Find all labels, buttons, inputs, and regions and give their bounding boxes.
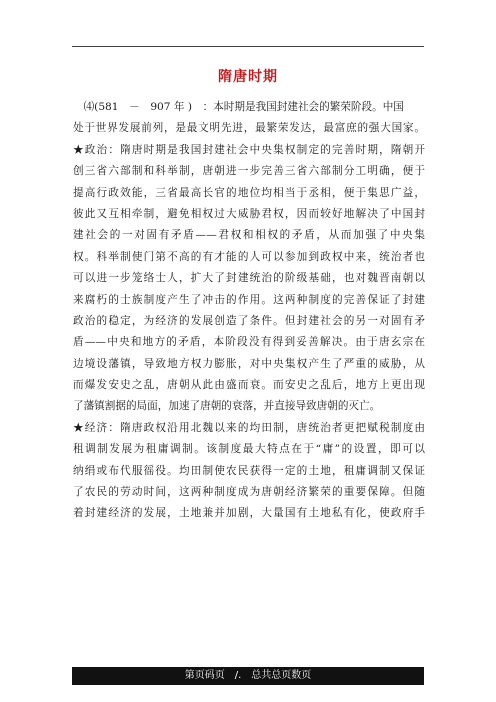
text-line: ⑷(581 － 907 年 ) ：本时期是我国封建社会的繁荣阶段。中国 <box>73 101 404 113</box>
text-line: 处于世界发展前列，是最文明先进，最繁荣发达，最富庶的强大国家。 <box>73 122 425 135</box>
text-line: ★政治：隋唐时期是我国封建社会中央集权制定的完善时期，隋朝开 <box>73 143 425 156</box>
text-line: 彼此又互相牵制，避免相权过大威胁君权，因而较好地解决了中国封 <box>73 207 425 220</box>
text-line: 租调制发展为租庸调制。该制度最大特点在于“庸”的设置，即可以 <box>73 443 425 456</box>
text-line: 政治的稳定，为经济的发展创造了条件。但封建社会的另一对固有矛 <box>73 314 425 327</box>
text-line: 了农民的劳动时间，这两种制度成为唐朝经济繁荣的重要保障。但随 <box>73 486 425 499</box>
text-line: 创三省六部制和科举制，唐朝进一步完善三省六部制分工明确，便于 <box>73 165 425 178</box>
page-footer: 第页码页 /. 总共总页数页 <box>72 667 424 685</box>
text-line: ★经济：隋唐政权沿用北魏以来的均田制，唐统治者更把赋税制度由 <box>73 421 425 434</box>
header-rule <box>72 46 424 47</box>
text-line: 权。科举制使门第不高的有才能的人可以参加到政权中来，统治者也 <box>73 250 425 263</box>
text-line: 建社会的一对固有矛盾——君权和相权的矛盾，从而加强了中央集 <box>73 229 425 242</box>
text-line: 提高行政效能，三省最高长官的地位均相当于丞相，便于集思广益， <box>73 186 425 199</box>
text-line: 纳绢或布代服徭役。均田制使农民获得一定的土地，租庸调制又保证 <box>73 464 425 477</box>
text-line: 盾——中央和地方的矛盾，本阶段没有得到妥善解决。由于唐玄宗在 <box>73 336 425 349</box>
body-text <box>73 97 425 525</box>
text-line: 而爆发安史之乱，唐朝从此由盛而衰。而安史之乱后，地方上更出现 <box>73 379 425 392</box>
text-line: 来腐朽的士族制度产生了冲击的作用。这两种制度的完善保证了封建 <box>73 293 425 306</box>
text-line: 可以进一步笼络士人，扩大了封建统治的阶级基础，也对魏晋南朝以 <box>73 272 425 285</box>
page-title: 隋唐时期 <box>218 69 278 85</box>
text-line: 边境设藩镇，导致地方权力膨胀，对中央集权产生了严重的威胁，从 <box>73 357 425 370</box>
text-line: 着封建经济的发展，土地兼并加剧，大量国有土地私有化，使政府手 <box>73 507 425 520</box>
text-line: 了藩镇割据的局面，加速了唐朝的衰落，并直接导致唐朝的灭亡。 <box>73 400 381 413</box>
